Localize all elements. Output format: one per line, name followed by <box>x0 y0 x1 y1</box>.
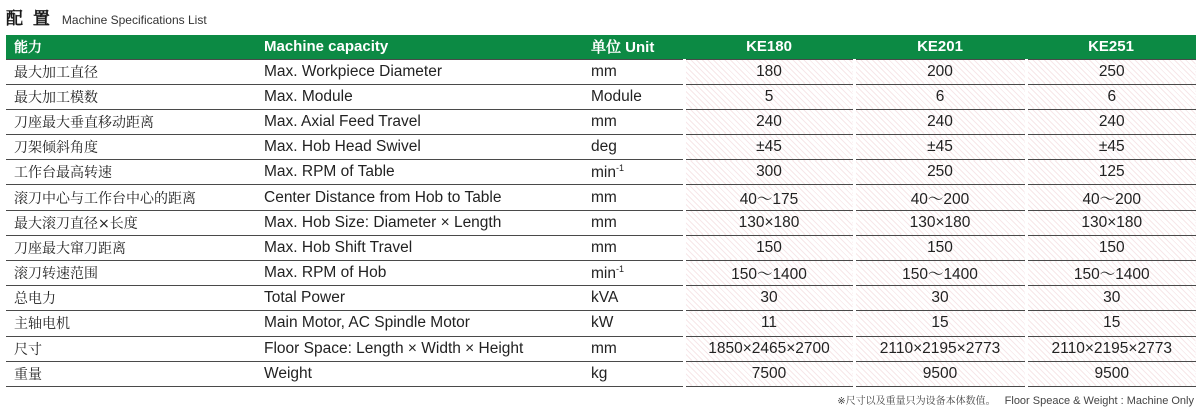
value-ke251: 125 <box>1026 160 1196 185</box>
row-label-cn: 刀座最大窜刀距离 <box>6 235 256 260</box>
row-label-cn: 尺寸 <box>6 336 256 361</box>
value-ke251: 240 <box>1026 109 1196 134</box>
value-ke251: 15 <box>1026 311 1196 336</box>
value-ke180: 40～175 <box>684 185 854 210</box>
table-row <box>6 286 1196 311</box>
header-unit: 单位 Unit <box>583 35 684 59</box>
table-row <box>6 135 1196 160</box>
value-ke251: 9500 <box>1026 361 1196 386</box>
header-model-ke180: KE180 <box>684 35 854 59</box>
table-row <box>6 185 1196 210</box>
table-row <box>6 336 1196 361</box>
unit-text: kg <box>591 364 608 382</box>
row-unit <box>583 185 684 210</box>
header-model-ke201: KE201 <box>854 35 1026 59</box>
value-ke251: 40～200 <box>1026 185 1196 210</box>
row-unit <box>583 361 684 386</box>
value-ke180: 180 <box>684 59 854 84</box>
row-unit <box>583 135 684 160</box>
row-label-cn: 最大加工模数 <box>6 84 256 109</box>
value-ke180: 300 <box>684 160 854 185</box>
value-ke201: 9500 <box>854 361 1026 386</box>
value-ke180: 150～1400 <box>684 261 854 286</box>
row-label-cn: 工作台最高转速 <box>6 160 256 185</box>
value-ke201: 40～200 <box>854 185 1026 210</box>
table-row <box>6 235 1196 260</box>
title-english: Machine Specifications List <box>61 13 207 27</box>
row-label-cn: 重量 <box>6 361 256 386</box>
row-label-en: Center Distance from Hob to Table <box>256 185 583 210</box>
row-unit <box>583 59 684 84</box>
row-label-en: Max. Hob Size: Diameter × Length <box>256 210 583 235</box>
table-row <box>6 109 1196 134</box>
table-body <box>6 59 1196 386</box>
row-label-cn: 主轴电机 <box>6 311 256 336</box>
unit-text: deg <box>591 138 617 156</box>
value-ke251: 2110×2195×2773 <box>1026 336 1196 361</box>
value-ke201: 250 <box>854 160 1026 185</box>
row-label-cn: 最大加工直径 <box>6 59 256 84</box>
table-row <box>6 311 1196 336</box>
row-label-cn: 滚刀转速范围 <box>6 261 256 286</box>
table-row <box>6 84 1196 109</box>
row-label-cn: 最大滚刀直径×长度 <box>6 210 256 235</box>
row-label-en: Max. Module <box>256 84 583 109</box>
row-unit <box>583 261 684 286</box>
table-header <box>6 35 1196 59</box>
value-ke251: 6 <box>1026 84 1196 109</box>
row-unit <box>583 235 684 260</box>
row-label-en: Max. Hob Head Swivel <box>256 135 583 160</box>
unit-text: Module <box>591 87 642 105</box>
value-ke201: ±45 <box>854 135 1026 160</box>
header-model-ke251: KE251 <box>1026 35 1196 59</box>
value-ke251: ±45 <box>1026 135 1196 160</box>
row-label-en: Max. RPM of Table <box>256 160 583 185</box>
row-unit <box>583 84 684 109</box>
row-unit <box>583 286 684 311</box>
value-ke180: 130×180 <box>684 210 854 235</box>
table-row <box>6 210 1196 235</box>
value-ke201: 150～1400 <box>854 261 1026 286</box>
value-ke180: 5 <box>684 84 854 109</box>
header-row <box>6 35 1196 59</box>
table-row <box>6 361 1196 386</box>
unit-text: min <box>591 264 616 282</box>
unit-text: mm <box>591 213 617 231</box>
unit-superscript: -1 <box>615 162 624 173</box>
row-label-en: Max. Hob Shift Travel <box>256 235 583 260</box>
unit-text: mm <box>591 238 617 256</box>
value-ke251: 130×180 <box>1026 210 1196 235</box>
value-ke180: 240 <box>684 109 854 134</box>
unit-text: mm <box>591 188 617 206</box>
table-row <box>6 59 1196 84</box>
value-ke180: 30 <box>684 286 854 311</box>
row-label-cn: 刀座最大垂直移动距离 <box>6 109 256 134</box>
unit-text: min <box>591 163 616 181</box>
value-ke201: 2110×2195×2773 <box>854 336 1026 361</box>
row-unit <box>583 311 684 336</box>
value-ke251: 30 <box>1026 286 1196 311</box>
value-ke201: 15 <box>854 311 1026 336</box>
value-ke201: 130×180 <box>854 210 1026 235</box>
row-label-cn: 滚刀中心与工作台中心的距离 <box>6 185 256 210</box>
value-ke251: 250 <box>1026 59 1196 84</box>
title-chinese: 配 置 <box>6 9 52 29</box>
table-row <box>6 261 1196 286</box>
value-ke201: 30 <box>854 286 1026 311</box>
row-label-en: Max. Axial Feed Travel <box>256 109 583 134</box>
header-capacity-cn: 能力 <box>6 35 256 59</box>
value-ke201: 6 <box>854 84 1026 109</box>
value-ke251: 150～1400 <box>1026 261 1196 286</box>
value-ke180: 11 <box>684 311 854 336</box>
unit-text: kVA <box>591 289 619 307</box>
unit-text: mm <box>591 339 617 357</box>
value-ke251: 150 <box>1026 235 1196 260</box>
table-row <box>6 160 1196 185</box>
row-label-en: Weight <box>256 361 583 386</box>
unit-text: mm <box>591 62 617 80</box>
specifications-table <box>6 35 1196 387</box>
unit-text: kW <box>591 314 614 332</box>
unit-text: mm <box>591 112 617 130</box>
unit-superscript: -1 <box>615 263 624 274</box>
row-unit <box>583 109 684 134</box>
row-unit <box>583 336 684 361</box>
footnote-english: Floor Speace & Weight : Machine Only <box>1004 395 1194 407</box>
value-ke180: ±45 <box>684 135 854 160</box>
row-label-en: Total Power <box>256 286 583 311</box>
row-label-en: Main Motor, AC Spindle Motor <box>256 311 583 336</box>
value-ke201: 150 <box>854 235 1026 260</box>
value-ke201: 240 <box>854 109 1026 134</box>
value-ke201: 200 <box>854 59 1026 84</box>
row-unit <box>583 210 684 235</box>
row-unit <box>583 160 684 185</box>
page-title <box>6 4 207 30</box>
footnote-chinese: ※尺寸以及重量只为设备本体数值。 <box>837 396 996 407</box>
row-label-en: Max. Workpiece Diameter <box>256 59 583 84</box>
value-ke180: 150 <box>684 235 854 260</box>
row-label-cn: 刀架倾斜角度 <box>6 135 256 160</box>
row-label-cn: 总电力 <box>6 286 256 311</box>
footnote <box>837 392 1194 407</box>
row-label-en: Max. RPM of Hob <box>256 261 583 286</box>
value-ke180: 7500 <box>684 361 854 386</box>
value-ke180: 1850×2465×2700 <box>684 336 854 361</box>
header-capacity-en: Machine capacity <box>256 35 583 59</box>
row-label-en: Floor Space: Length × Width × Height <box>256 336 583 361</box>
